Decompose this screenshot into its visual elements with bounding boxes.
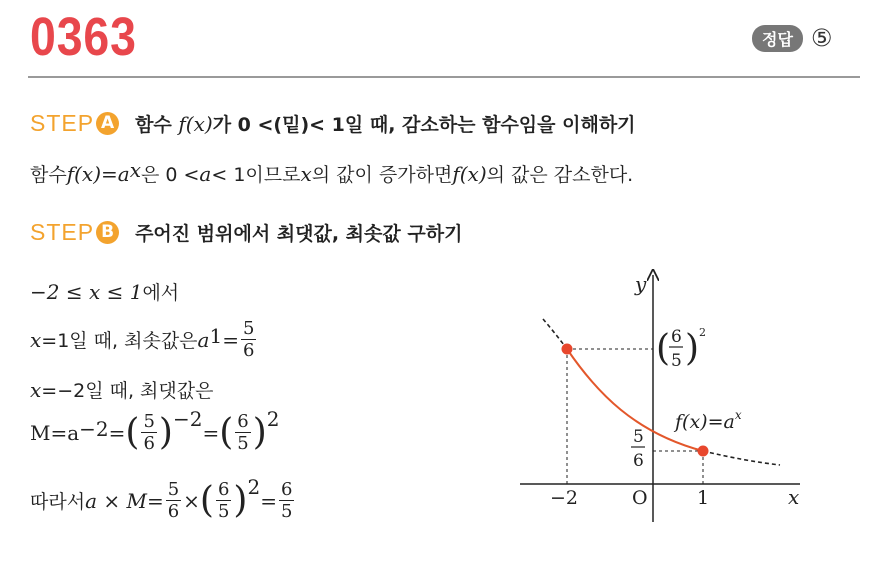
answer-value: ⑤: [810, 24, 833, 52]
paren: (: [199, 479, 214, 521]
text: 의 값이 증가하면: [311, 164, 453, 186]
frac-num: 5: [143, 411, 155, 432]
frac-num: 6: [237, 411, 249, 432]
step-b-label: STEP: [30, 219, 95, 245]
frac-num: 5: [167, 479, 180, 500]
frac-num: 5: [633, 427, 644, 447]
step-b-line-4: [30, 406, 280, 454]
min-point: [698, 446, 709, 457]
math: ×: [183, 488, 200, 513]
math: =: [222, 327, 239, 352]
frac-den: 5: [217, 501, 230, 522]
function-label-text: f(x)=a: [675, 411, 735, 433]
paren: (: [125, 411, 140, 453]
math: a: [199, 161, 212, 186]
x-axis-label: x: [788, 485, 800, 509]
step-a-badge: A: [96, 112, 119, 135]
origin-label: O: [632, 487, 648, 509]
step-b-line-1: [30, 278, 179, 305]
math: =: [202, 420, 220, 445]
frac-num: 5: [242, 318, 255, 339]
math-sup: 1: [209, 323, 223, 348]
fraction-5-6: [166, 479, 181, 522]
frac-den: 6: [633, 451, 644, 471]
math: M=a: [30, 420, 80, 445]
y-axis-label: y: [635, 272, 647, 296]
frac-den: 5: [237, 433, 249, 454]
step-a-label: STEP: [30, 110, 95, 136]
frac-den: 6: [167, 501, 180, 522]
text: 따라서: [30, 491, 86, 513]
paren: ): [252, 411, 267, 453]
text: =1일 때, 최솟값은: [41, 330, 198, 352]
math: =: [260, 488, 277, 513]
frac-num: 6: [671, 327, 682, 347]
paren: (: [656, 328, 671, 369]
step-a-title-part: 함수: [135, 114, 179, 136]
x-tick-label: 1: [697, 487, 710, 509]
step-a-title-math: f(x): [178, 112, 213, 136]
text: =−2일 때, 최댓값은: [41, 380, 214, 402]
curve-extension-right: [703, 451, 780, 465]
fraction-5-6: [141, 411, 156, 454]
header-rule: [28, 76, 860, 78]
step-b-line-2: [30, 318, 258, 361]
math-sup: 2: [699, 326, 706, 339]
max-point: [562, 344, 573, 355]
math-sup: 2: [247, 474, 261, 499]
step-b-line-3: [30, 376, 213, 403]
math: f(x): [452, 161, 487, 186]
math: x: [300, 161, 312, 186]
math: x: [30, 327, 42, 352]
step-a-heading: [30, 110, 636, 137]
text: 은 0 <: [140, 164, 200, 186]
math-sup: −2: [79, 416, 109, 441]
frac-num: 6: [280, 479, 293, 500]
curve-extension-left: [543, 319, 567, 349]
text: 에서: [142, 282, 180, 304]
step-a-body: [30, 157, 634, 187]
frac-den: 5: [280, 501, 293, 522]
fraction-6-5: [216, 479, 231, 522]
step-b-badge: B: [96, 221, 119, 244]
fraction-5-6: [241, 318, 256, 361]
text: < 1이므로: [211, 164, 301, 186]
text: 의 값은 감소한다.: [486, 164, 634, 186]
exponential-graph: [505, 265, 825, 535]
step-b-title: 주어진 범위에서 최댓값, 최솟값 구하기: [135, 223, 463, 245]
paren: ): [158, 411, 173, 453]
text: 함수: [30, 164, 67, 186]
frac-num: 6: [217, 479, 230, 500]
function-label: [673, 408, 742, 433]
frac-den: 6: [143, 433, 155, 454]
step-a-title-part: 가 0 <(밑)< 1일 때, 감소하는 함수임을 이해하기: [212, 114, 636, 136]
fraction-6-5: [235, 411, 250, 454]
paren: ): [233, 479, 248, 521]
answer-area: [752, 24, 832, 52]
math-sup: −2: [172, 406, 203, 431]
math: =: [108, 420, 126, 445]
paren: (: [219, 411, 234, 453]
math-sup: x: [129, 157, 141, 182]
paren: ): [685, 328, 700, 369]
fraction-6-5: [279, 479, 294, 522]
frac-den: 6: [242, 340, 255, 361]
math-sup: 2: [266, 406, 280, 431]
step-a-title: [135, 110, 635, 137]
step-b-line-5: [30, 474, 296, 522]
function-label-sup: x: [734, 408, 742, 422]
math: −2 ≤ x ≤ 1: [30, 279, 143, 304]
answer-badge: 정답: [752, 25, 803, 52]
math: f(x)=a: [66, 161, 130, 186]
problem-number: 0363: [30, 7, 137, 67]
math: a × M=: [85, 488, 164, 513]
math: x: [30, 377, 42, 402]
x-tick-label: −2: [550, 487, 579, 509]
step-b-heading: [30, 219, 462, 246]
math: a: [197, 327, 210, 352]
frac-den: 5: [671, 351, 682, 371]
